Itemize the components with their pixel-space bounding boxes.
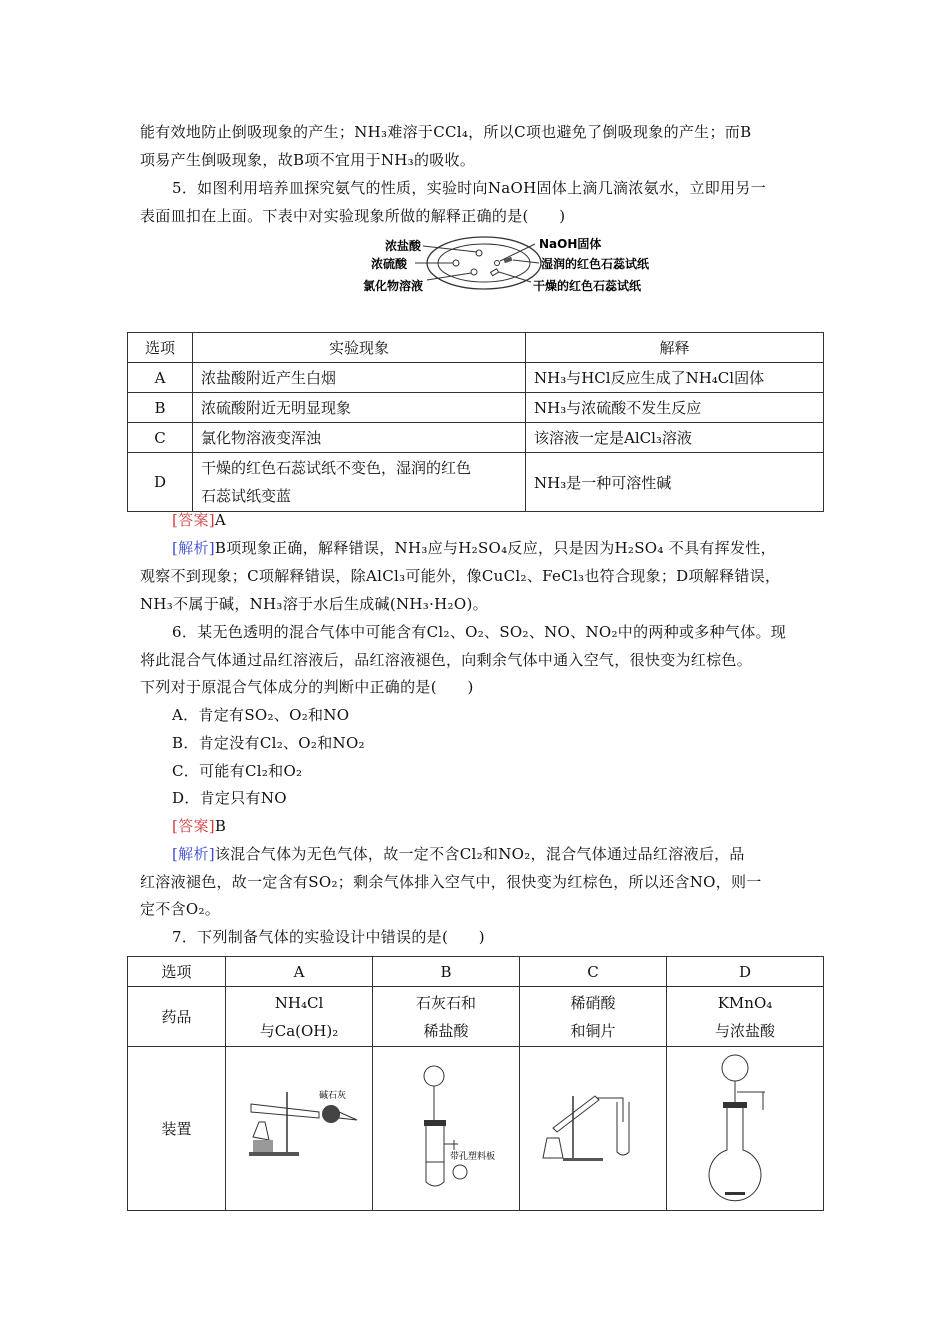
table-header-row [128,957,824,987]
reagent-cell [373,987,520,1047]
analysis-tag: [解析] [172,539,215,557]
analysis-text: 该混合气体为无色气体，故一定不含Cl₂和NO₂，混合气体通过品红溶液后，品 [214,845,745,863]
question-7-stem: 7．下列制备气体的实验设计中错误的是( ) [172,928,485,946]
analysis-line [172,844,745,864]
analysis-line: 红溶液褪色，故一定含有SO₂；剩余气体排入空气中，很快变为红棕色，所以还含NO，则一 [140,873,762,891]
question-5-table [127,332,824,512]
reagent-line: 石灰石和 [415,993,476,1012]
option-cell: D [128,453,193,512]
header-explanation: 解释 [526,333,824,363]
apparatus-label: 装置 [128,1047,226,1211]
question-6-stem: 6．某无色透明的混合气体中可能含有Cl₂、O₂、SO₂、NO、NO₂中的两种或多种气体。现 [172,623,787,641]
table-row [128,423,824,453]
analysis-line: 观察不到现象；C项解释错误，除AlCl₃可能外，像CuCl₂、FeCl₃也符合现象；D项解释错误， [140,567,781,585]
reagent-line: KMnO₄ [717,993,773,1012]
explanation-cell: NH₃是一种可溶性碱 [526,453,824,512]
table-row [128,1047,824,1211]
option-cell: A [128,363,193,393]
table-row [128,393,824,423]
header-b: B [373,957,520,987]
apparatus-c-cell [520,1047,667,1211]
label-chloride-solution: 氯化物溶液 [363,279,424,293]
phenomenon-cell: 浓盐酸附近产生白烟 [193,363,526,393]
reagent-line: 与浓盐酸 [714,1021,775,1040]
question-5-stem: 5．如图利用培养皿探究氨气的性质，实验时向NaOH固体上滴几滴浓氨水，立即用另一 [172,179,766,197]
option-b: B．肯定没有Cl₂、O₂和NO₂ [172,734,365,752]
perforated-plate-label: 带孔塑料板 [450,1151,496,1162]
reagent-line: 和铜片 [570,1021,616,1040]
reagent-line: NH₄Cl [274,993,324,1012]
answer-tag: [答案] [172,817,215,835]
apparatus-d-flask [685,1052,805,1202]
answer-line [172,816,226,836]
header-option: 选项 [128,957,226,987]
header-a: A [226,957,373,987]
reagent-line: 与Ca(OH)₂ [259,1021,339,1040]
header-c: C [520,957,667,987]
soda-lime-label: 碱石灰 [319,1090,347,1101]
option-d: D．肯定只有NO [172,789,287,807]
option-a: A．肯定有SO₂、O₂和NO [172,706,350,724]
label-wet-litmus: 湿润的红色石蕊试纸 [541,257,650,271]
phenomenon-line: 石蕊试纸变蓝 [201,487,292,505]
analysis-text: B项现象正确，解释错误，NH₃应与H₂SO₄反应，只是因为H₂SO₄ 不具有挥发性， [214,539,776,557]
reagent-line: 稀盐酸 [423,1021,469,1040]
intro-line: 能有效地防止倒吸现象的产生；NH₃难溶于CCl₄，所以C项也避免了倒吸现象的产生；而B [140,123,752,141]
option-cell: B [128,393,193,423]
apparatus-d-cell [667,1047,824,1211]
table-row [128,453,824,512]
answer-tag: [答案] [172,511,215,529]
option-c: C．可能有Cl₂和O₂ [172,762,303,780]
apparatus-b-kipp-simple [386,1062,506,1192]
header-phenomenon: 实验现象 [193,333,526,363]
phenomenon-cell [193,453,526,512]
answer-value: B [214,817,227,835]
question-7-table [127,956,824,1211]
explanation-cell: NH₃与浓硫酸不发生反应 [526,393,824,423]
analysis-line [172,538,776,558]
phenomenon-cell: 浓硫酸附近无明显现象 [193,393,526,423]
phenomenon-cell: 氯化物溶液变浑浊 [193,423,526,453]
analysis-tag: [解析] [172,845,215,863]
phenomenon-line: 干燥的红色石蕊试纸不变色，湿润的红色 [201,459,472,477]
label-dry-litmus: 干燥的红色石蕊试纸 [533,279,642,293]
answer-line [172,510,226,530]
explanation-cell: 该溶液一定是AlCl₃溶液 [526,423,824,453]
petri-dish-diagram [355,232,650,294]
reagent-cell [520,987,667,1047]
analysis-line: NH₃不属于碱，NH₃溶于水后生成碱(NH₃·H₂O)。 [140,595,488,613]
table-row [128,987,824,1047]
reagent-label: 药品 [128,987,226,1047]
apparatus-a-heating-tube [239,1082,359,1172]
label-conc-hcl: 浓盐酸 [385,239,422,253]
question-6-stem: 将此混合气体通过品红溶液后，品红溶液褪色，向剩余气体中通入空气，很快变为红棕色。 [140,651,753,669]
question-6-stem: 下列对于原混合气体成分的判断中正确的是( ) [140,678,474,696]
header-d: D [667,957,824,987]
table-row [128,363,824,393]
analysis-line: 定不含O₂。 [140,900,221,918]
reagent-cell [226,987,373,1047]
option-cell: C [128,423,193,453]
apparatus-c-heating-tube [533,1082,653,1172]
answer-value: A [214,511,227,529]
apparatus-a-cell [226,1047,373,1211]
header-option: 选项 [128,333,193,363]
explanation-cell: NH₃与HCl反应生成了NH₄Cl固体 [526,363,824,393]
table-header-row [128,333,824,363]
reagent-line: 稀硝酸 [570,993,616,1012]
apparatus-b-cell [373,1047,520,1211]
reagent-cell [667,987,824,1047]
label-naoh-solid: NaOH固体 [539,237,602,251]
intro-line: 项易产生倒吸现象，故B项不宜用于NH₃的吸收。 [140,151,476,169]
question-5-stem: 表面皿扣在上面。下表中对实验现象所做的解释正确的是( ) [140,207,566,225]
label-conc-h2so4: 浓硫酸 [371,257,408,271]
